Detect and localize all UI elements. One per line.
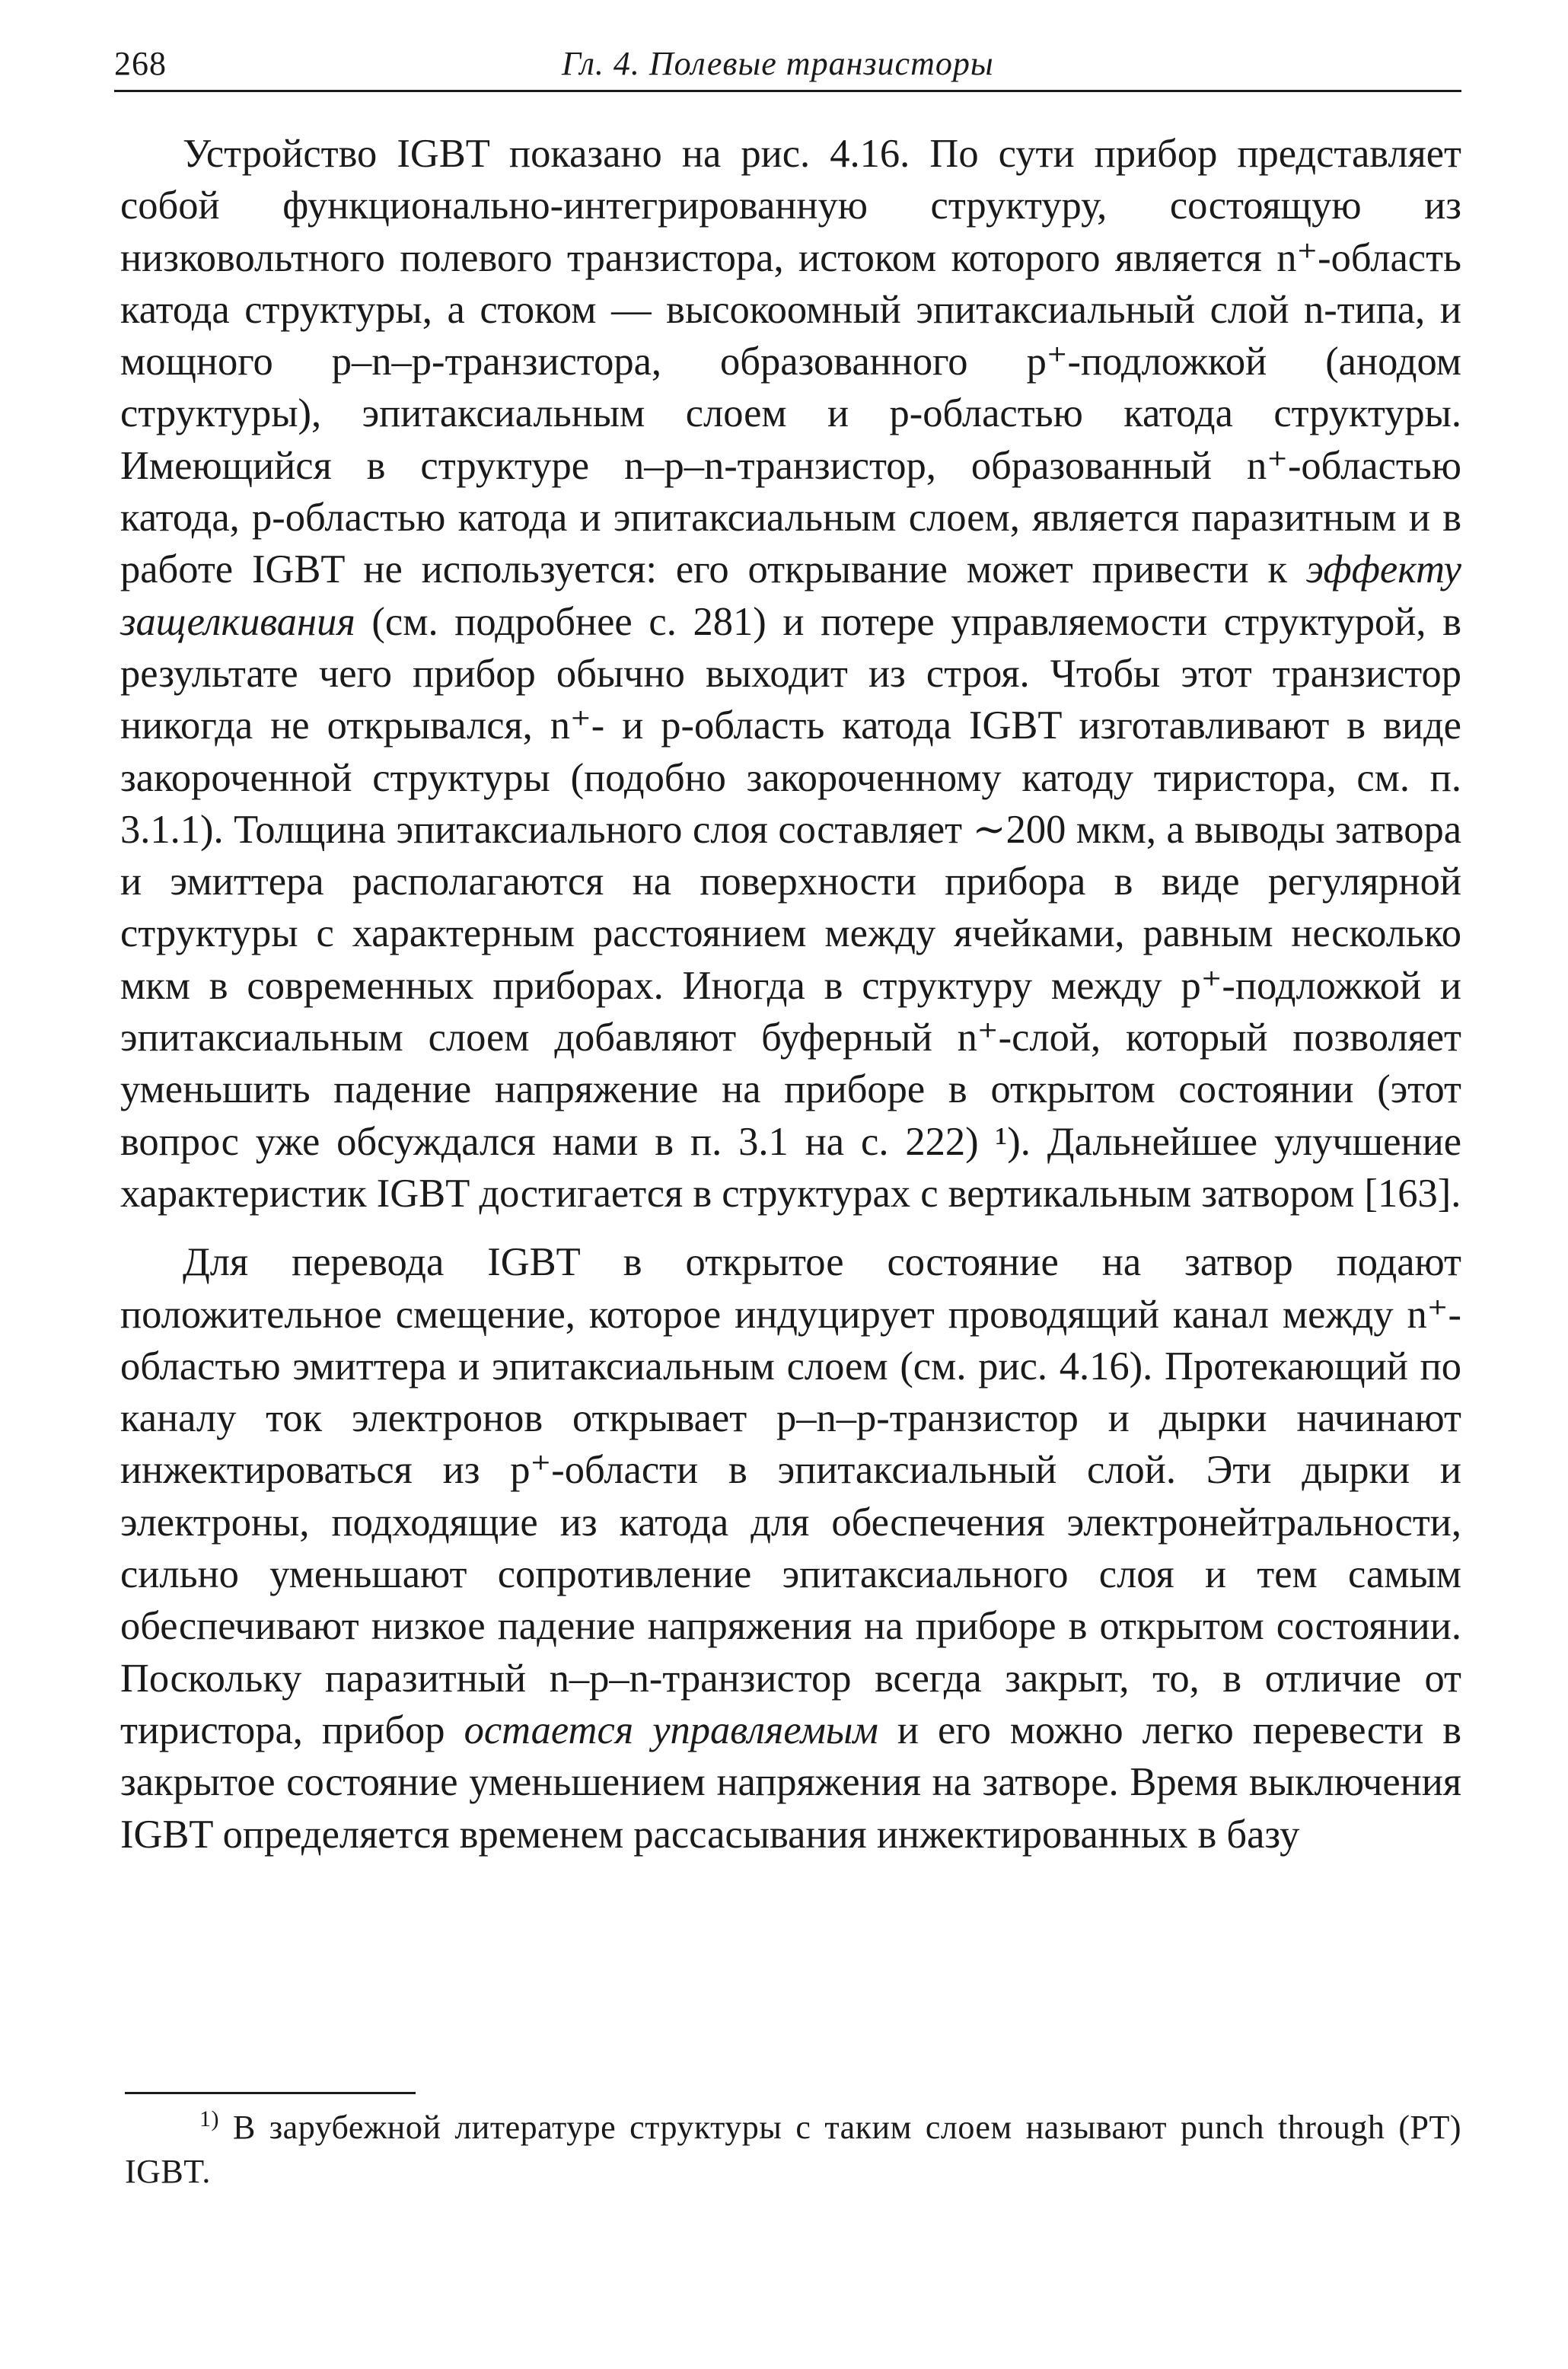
footnote-text: В зарубежной литературе структуры с таким слоем называют punch through (PT) IGBT. xyxy=(125,2109,1461,2190)
paragraph-2 xyxy=(120,1236,1461,1860)
main-text xyxy=(120,128,1461,1860)
text-segment: Устройство IGBT показано на рис. 4.16. По сути прибор представляет собой функционально-интегрированную структуру, состоящую из низковольтного полевого транзистора, истоком которого является n⁺-область катода структуры, а стоком — высокоомный эпитаксиальный слой n-типа, и мощного p–n–p-транзистора, образованного p⁺-подложкой (анодом структуры), эпитаксиальным слоем и p-областью катода структуры. Имеющийся в структуре n–p–n-транзистор, образованный n⁺-областью катода, p-областью катода и эпитаксиальным слоем, является паразитным и в работе IGBT не используется: его открывание может привести к xyxy=(120,132,1461,592)
footnote-marker: 1) xyxy=(199,2106,219,2131)
chapter-title: Гл. 4. Полевые транзисторы xyxy=(562,45,994,82)
paragraph-1 xyxy=(120,128,1461,1220)
footnote xyxy=(125,2106,1461,2194)
text-segment: (см. подробнее с. 281) и потере управляемости структурой, в результате чего прибор обычно выходит из строя. Чтобы этот транзистор никогда не открывался, n⁺- и p-область катода IGBT изготавливают в виде закороченной структуры (подобно закороченному катоду тиристора, см. п. 3.1.1). Толщина эпитаксиального слоя составляет ∼200 мкм, а выводы затвора и эмиттера располагаются на поверхности прибора в виде регулярной структуры с характерным расстоянием между ячейками, равным несколько мкм в современных приборах. Иногда в структуру между p⁺-подложкой и эпитаксиальным слоем добавляют буферный n⁺-слой, который позволяет уменьшить падение напряжение на приборе в открытом состоянии (этот вопрос уже обсуждался нами в п. 3.1 на с. 222) ¹). Дальнейшее улучшение характеристик IGBT достигается в структурах с вертикальным затвором [163]. xyxy=(120,599,1461,1216)
running-header xyxy=(114,40,1461,92)
emphasis-term-controllable: остается управляемым xyxy=(464,1707,878,1752)
text-segment: и его можно легко перевести в закрытое состояние уменьшением напряжения на затворе. Время выключения IGBT определяется временем рассасывания инжектированных в базу xyxy=(120,1707,1461,1857)
footnote-divider xyxy=(125,2092,416,2094)
text-segment: Для перевода IGBT в открытое состояние на затвор подают положительное смещение, которое индуцирует проводящий канал между n⁺-областью эмиттера и эпитаксиальным слоем (см. рис. 4.16). Протекающий по каналу ток электронов открывает p–n–p-транзистор и дырки начинают инжектироваться из p⁺-области в эпитаксиальный слой. Эти дырки и электроны, подходящие из катода для обеспечения электронейтральности, сильно уменьшают сопротивление эпитаксиального слоя и тем самым обеспечивают низкое падение напряжения на приборе в открытом состоянии. Поскольку паразитный n–p–n-транзистор всегда закрыт, то, в отличие от тиристора, прибор xyxy=(120,1240,1461,1752)
emphasis-term-latch-up: эффекту защелкивания xyxy=(120,547,1461,644)
page-number: 268 xyxy=(114,45,167,82)
